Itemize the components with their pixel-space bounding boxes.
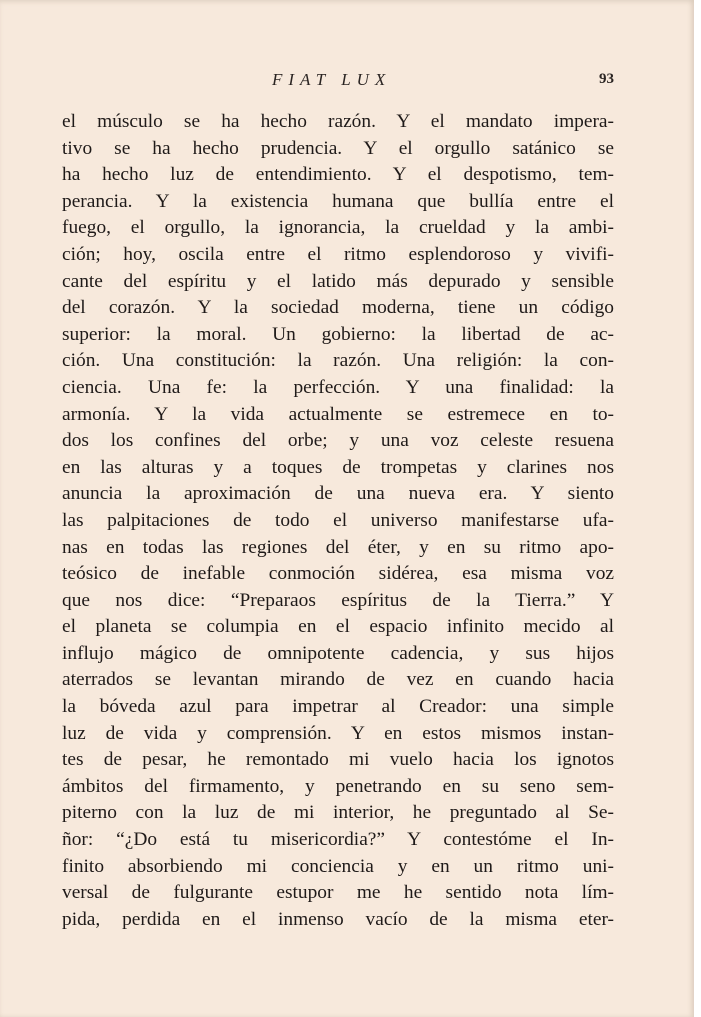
text-line: ámbitos del firmamento, y penetrando en su seno sem- [62, 775, 614, 797]
body-text [62, 109, 614, 933]
text-line: tivo se ha hecho prudencia. Y el orgullo satánico se [62, 137, 614, 159]
text-line: en las alturas y a toques de trompetas y clarines nos [62, 456, 614, 478]
text-line: dos los confines del orbe; y una voz celeste resuena [62, 430, 614, 452]
text-line: piterno con la luz de mi interior, he preguntado al Se- [62, 802, 614, 824]
text-line: anuncia la aproximación de una nueva era. Y siento [62, 483, 614, 505]
text-line: versal de fulgurante estupor me he sentido nota lím- [62, 882, 614, 904]
text-line: la bóveda azul para impetrar al Creador: una simple [62, 696, 614, 718]
page-number: 93 [599, 71, 614, 87]
text-line: cante del espíritu y el latido más depurado y sensible [62, 270, 614, 292]
text-line: superior: la moral. Un gobierno: la libertad de ac- [62, 323, 614, 345]
text-line: aterrados se levantan mirando de vez en cuando hacia [62, 669, 614, 691]
text-line: tes de pesar, he remontado mi vuelo hacia los ignotos [62, 749, 614, 771]
page-edge [694, 0, 701, 1017]
text-line: ciencia. Una fe: la perfección. Y una finalidad: la [62, 376, 614, 398]
page-header [62, 70, 614, 94]
text-line: luz de vida y comprensión. Y en estos mismos instan- [62, 722, 614, 744]
running-title: FIAT LUX [272, 70, 392, 89]
text-line: fuego, el orgullo, la ignorancia, la crueldad y la ambi- [62, 217, 614, 239]
text-line: ñor: “¿Do está tu misericordia?” Y contestóme el In- [62, 829, 614, 851]
text-line: armonía. Y la vida actualmente se estremece en to- [62, 403, 614, 425]
text-line: pida, perdida en el inmenso vacío de la misma eter- [62, 908, 614, 930]
text-line: el músculo se ha hecho razón. Y el mandato impera- [62, 111, 614, 132]
text-line: que nos dice: “Preparaos espíritus de la Tierra.” Y [62, 589, 614, 611]
text-line: influjo mágico de omnipotente cadencia, y sus hijos [62, 642, 614, 664]
text-line: finito absorbiendo mi conciencia y en un ritmo uni- [62, 855, 614, 877]
text-line: del corazón. Y la sociedad moderna, tiene un código [62, 297, 614, 319]
text-line: el planeta se columpia en el espacio infinito mecido al [62, 616, 614, 638]
text-line: las palpitaciones de todo el universo manifestarse ufa- [62, 509, 614, 531]
text-line: teósico de inefable conmoción sidérea, esa misma voz [62, 563, 614, 585]
text-line: ción; hoy, oscila entre el ritmo esplendoroso y vivifi- [62, 243, 614, 265]
text-line: nas en todas las regiones del éter, y en su ritmo apo- [62, 536, 614, 558]
text-line: ción. Una constitución: la razón. Una religión: la con- [62, 350, 614, 372]
text-line: ha hecho luz de entendimiento. Y el despotismo, tem- [62, 164, 614, 186]
text-line: perancia. Y la existencia humana que bullía entre el [62, 190, 614, 212]
